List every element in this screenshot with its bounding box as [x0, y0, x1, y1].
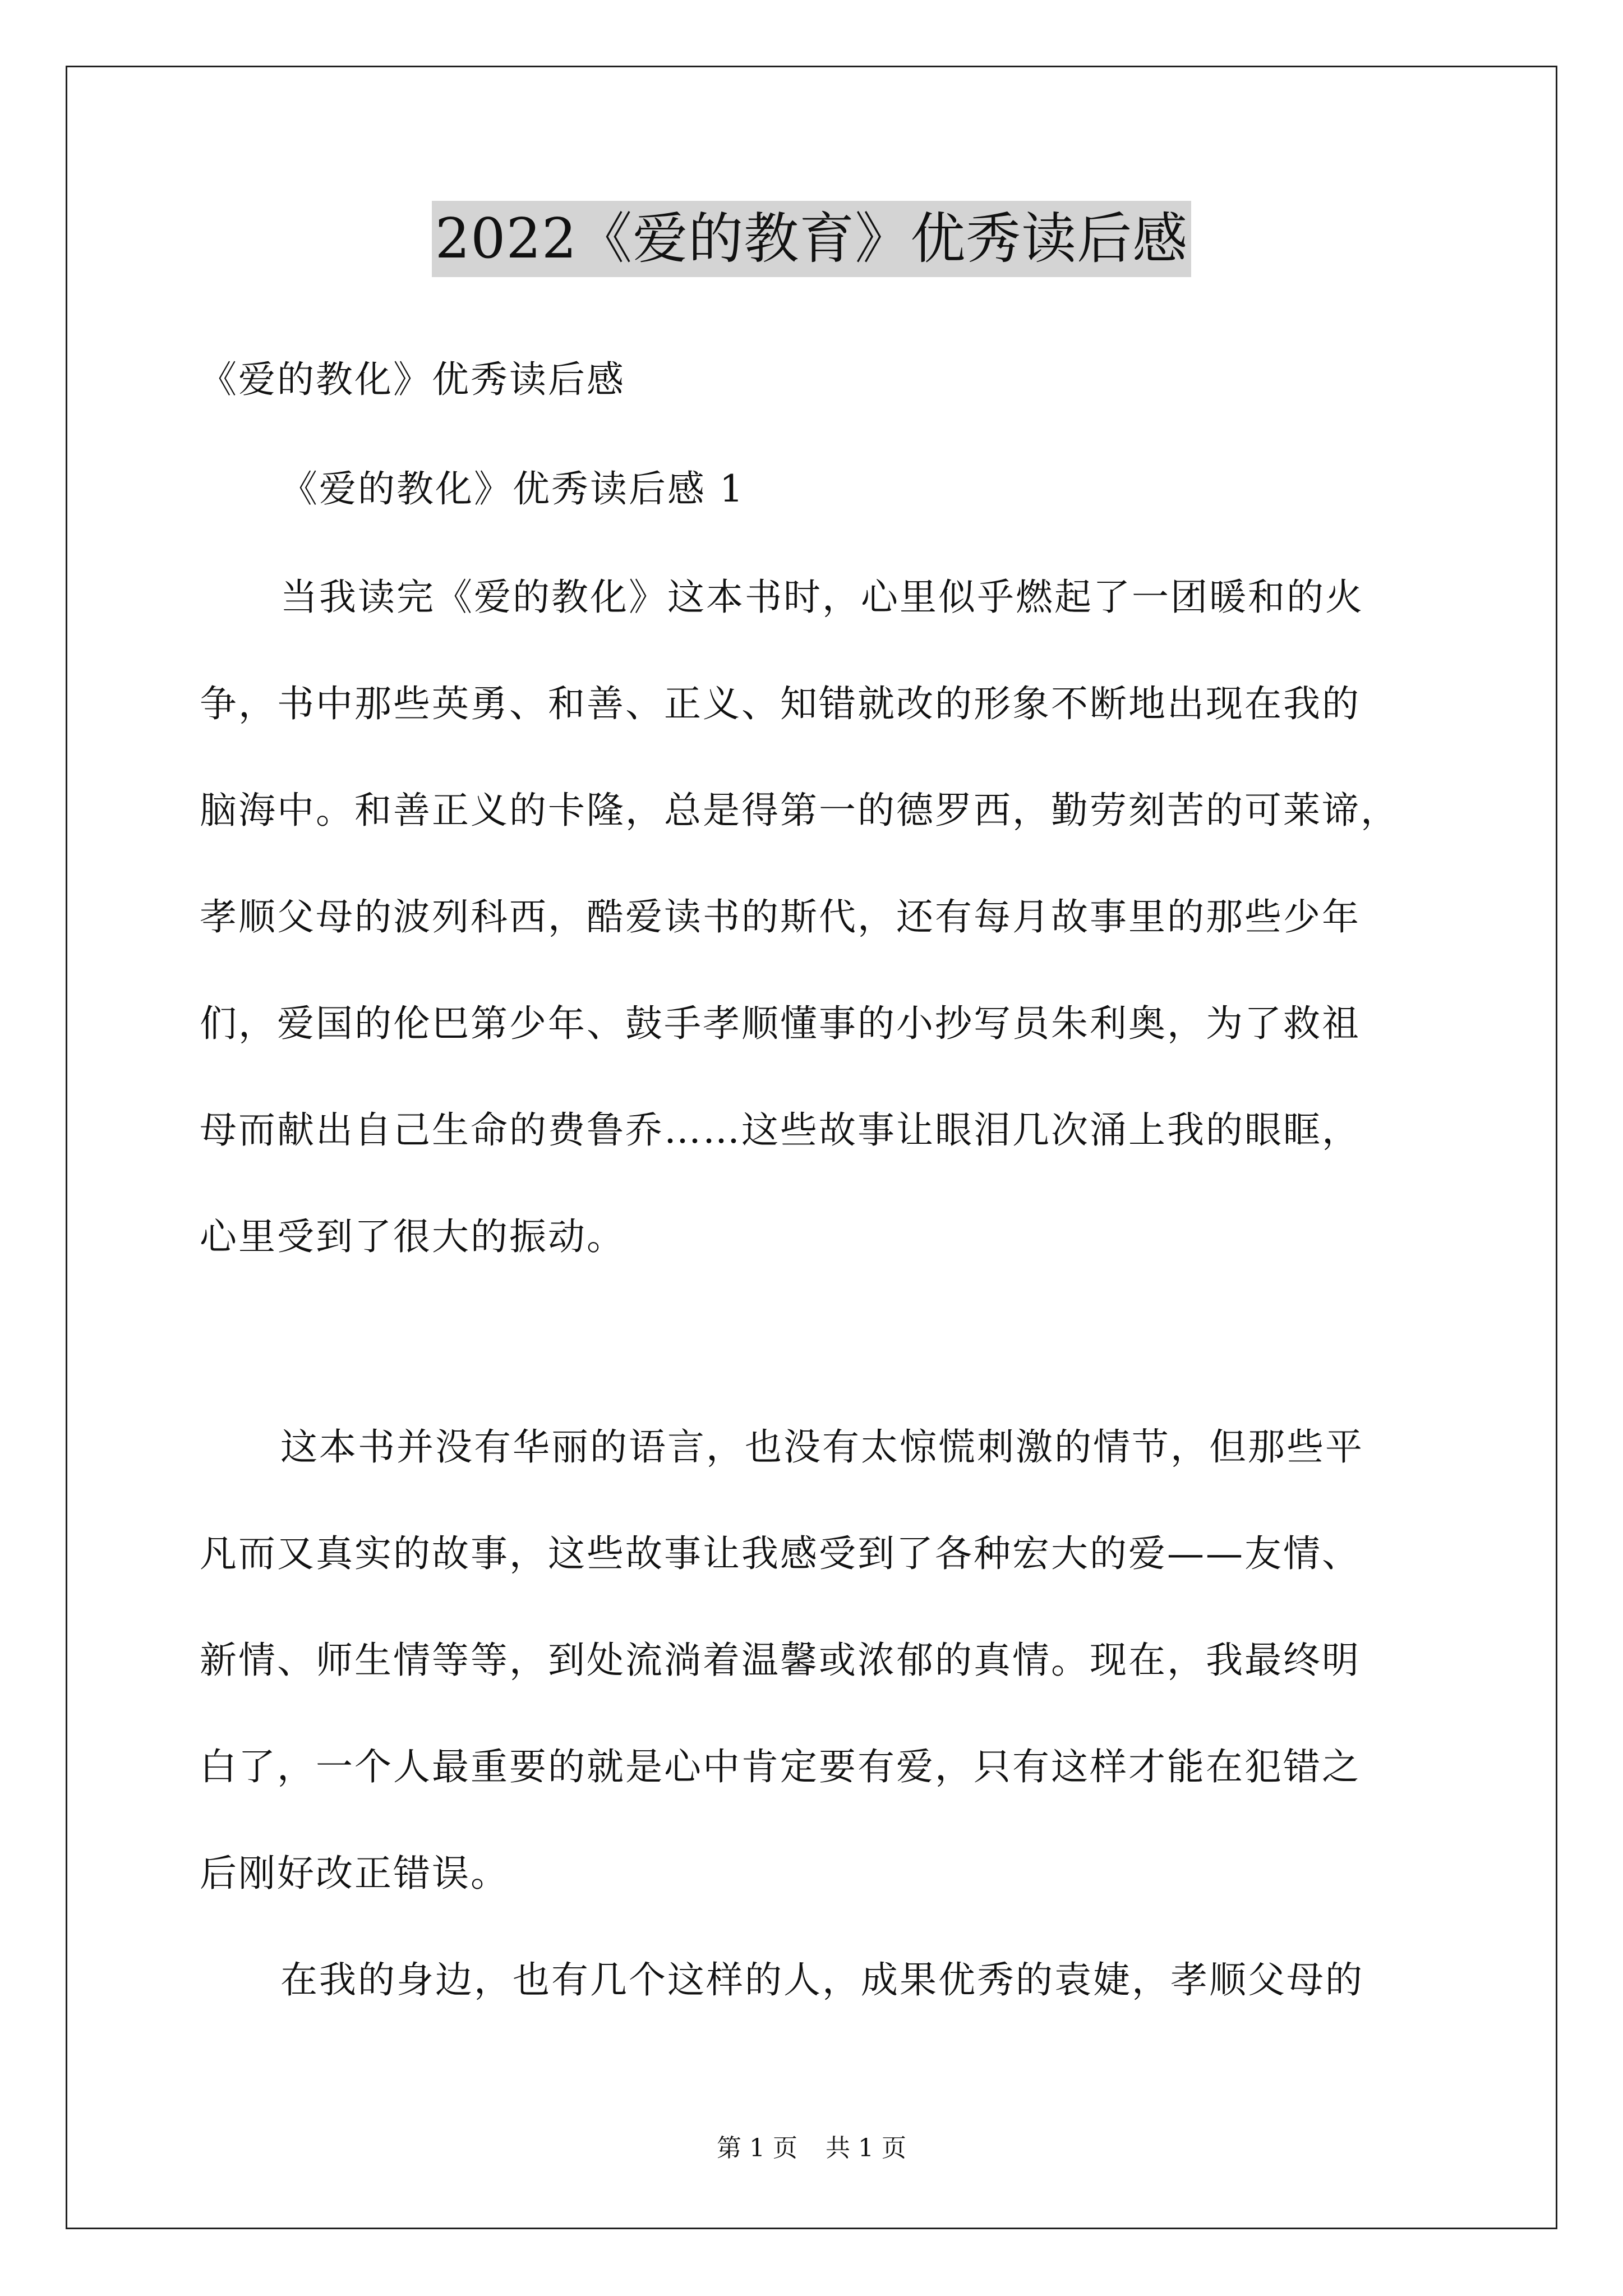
page-count: 共 1 页	[826, 2134, 906, 2162]
paragraph-line: 们，爱国的伦巴第少年、鼓手孝顺懂事的小抄写员朱利奥，为了救祖	[200, 1002, 1361, 1045]
document-subtitle: 《爱的教化》优秀读后感	[200, 358, 625, 401]
paragraph-line: 后刚好改正错误。	[200, 1852, 509, 1895]
paragraph-line: 争，书中那些英勇、和善、正义、知错就改的形象不断地出现在我的	[200, 682, 1361, 725]
paragraph-line: 当我读完《爱的教化》这本书时，心里似乎燃起了一团暖和的火	[280, 576, 1364, 619]
paragraph-line: 新情、师生情等等，到处流淌着温馨或浓郁的真情。现在，我最终明	[200, 1639, 1361, 1682]
paragraph-line: 这本书并没有华丽的语言，也没有太惊慌刺激的情节，但那些平	[280, 1425, 1364, 1469]
paragraph-line: 孝顺父母的波列科西，酷爱读书的斯代，还有每月故事里的那些少年	[200, 895, 1361, 938]
paragraph-line: 母而献出自己生命的费鲁乔……这些故事让眼泪几次涌上我的眼眶，	[200, 1108, 1361, 1152]
paragraph-line: 脑海中。和善正义的卡隆，总是得第一的德罗西，勤劳刻苦的可莱谛，	[200, 789, 1399, 832]
paragraph-line: 白了，一个人最重要的就是心中肯定要有爱，只有这样才能在犯错之	[200, 1745, 1361, 1788]
paragraph-line: 凡而又真实的故事，这些故事让我感受到了各种宏大的爱——友情、	[200, 1532, 1361, 1575]
title-container	[0, 201, 1623, 277]
section-heading: 《爱的教化》优秀读后感 1	[280, 467, 745, 510]
paragraph-line: 心里受到了很大的振动。	[200, 1215, 625, 1258]
paragraph-line: 在我的身边，也有几个这样的人，成果优秀的袁婕，孝顺父母的	[280, 1958, 1364, 2001]
page-footer	[0, 2132, 1623, 2165]
document-title: 2022《爱的教育》优秀读后感	[432, 201, 1191, 277]
page-number: 第 1 页	[717, 2134, 797, 2162]
